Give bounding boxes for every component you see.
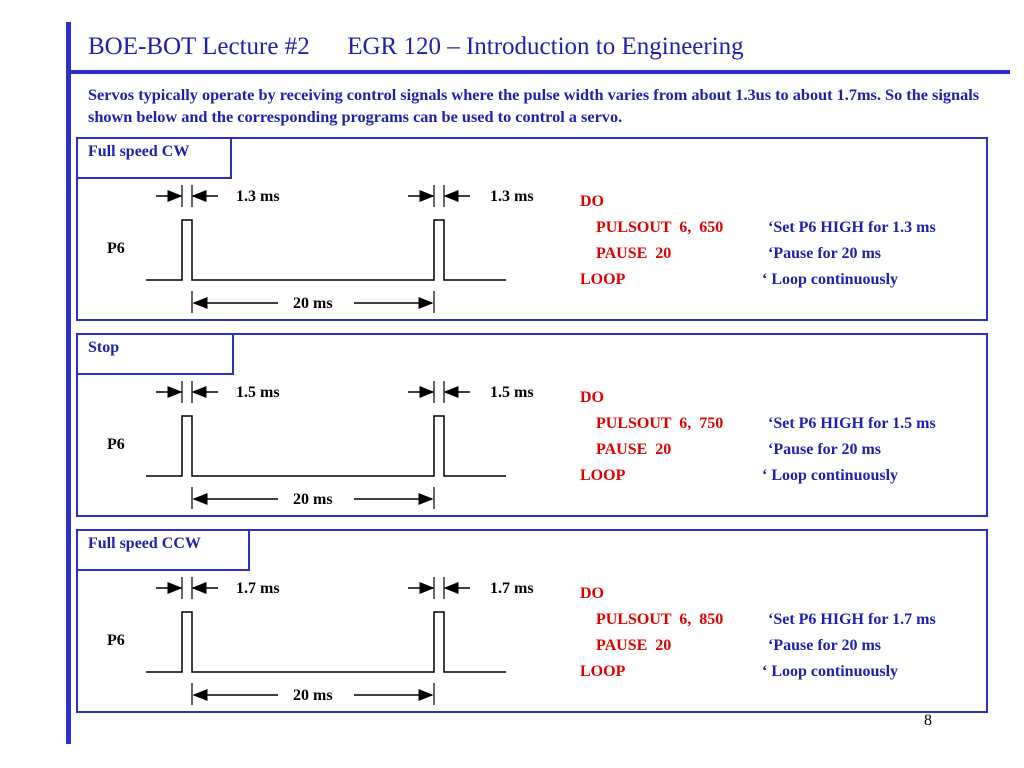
code-comments [762, 215, 936, 293]
code-comments [762, 607, 936, 685]
code-block [580, 189, 723, 293]
code-comment: ‘Set P6 HIGH for 1.7 ms [768, 611, 936, 628]
code-comment: ‘Pause for 20 ms [768, 637, 882, 654]
pulse-timing-diagram [78, 335, 638, 519]
header-underline [66, 70, 1010, 74]
pulse-timing-diagram [78, 531, 638, 715]
pin-label: P6 [107, 240, 125, 257]
code-comment: ‘Set P6 HIGH for 1.5 ms [768, 415, 936, 432]
period-label: 20 ms [293, 491, 333, 508]
code-line: DO [580, 585, 604, 602]
pulse-width-left-label: 1.5 ms [236, 384, 280, 401]
pin-label: P6 [107, 436, 125, 453]
code-line: LOOP [580, 271, 626, 288]
intro-paragraph: Servos typically operate by receiving control signals where the pulse width varies from about 1.3us to about 1.7ms. So the signals shown below and the corresponding programs can be used to control a servo. [88, 85, 980, 126]
panel-full-speed-cw [76, 137, 988, 321]
pulse-width-left-label: 1.7 ms [236, 580, 280, 597]
page-number: 8 [924, 712, 932, 729]
pin-label: P6 [107, 632, 125, 649]
code-line: PAUSE 20 [596, 637, 672, 654]
code-line: PAUSE 20 [596, 245, 672, 262]
code-line: DO [580, 193, 604, 210]
slide-title: BOE-BOT Lecture #2 EGR 120 – Introduction to Engineering [88, 33, 744, 60]
pulse-waveform [146, 416, 506, 476]
code-line: LOOP [580, 663, 626, 680]
code-comments [762, 411, 936, 489]
pulse-width-right-label: 1.5 ms [490, 384, 534, 401]
period-label: 20 ms [293, 687, 333, 704]
code-comment: ‘Set P6 HIGH for 1.3 ms [768, 219, 936, 236]
pulse-width-right-label: 1.7 ms [490, 580, 534, 597]
panel-label: Full speed CW [76, 137, 232, 179]
panel-full-speed-ccw [76, 529, 988, 713]
code-line: LOOP [580, 467, 626, 484]
left-accent-rule [66, 22, 71, 744]
code-comment: ‘ Loop continuously [762, 271, 899, 288]
code-line: DO [580, 389, 604, 406]
panel-label: Full speed CCW [76, 529, 250, 571]
panel-label: Stop [76, 333, 234, 375]
pulse-waveform [146, 220, 506, 280]
code-comment: ‘Pause for 20 ms [768, 245, 882, 262]
pulse-width-right-label: 1.3 ms [490, 188, 534, 205]
pulse-waveform [146, 612, 506, 672]
pulse-timing-diagram [78, 139, 638, 323]
code-line: PAUSE 20 [596, 441, 672, 458]
code-line: PULSOUT 6, 850 [596, 611, 724, 628]
code-line: PULSOUT 6, 750 [596, 415, 724, 432]
pulse-width-left-label: 1.3 ms [236, 188, 280, 205]
code-comment: ‘ Loop continuously [762, 467, 899, 484]
code-block [580, 385, 723, 489]
period-label: 20 ms [293, 295, 333, 312]
code-line: PULSOUT 6, 650 [596, 219, 724, 236]
code-comment: ‘Pause for 20 ms [768, 441, 882, 458]
panel-stop [76, 333, 988, 517]
code-comment: ‘ Loop continuously [762, 663, 899, 680]
code-block [580, 581, 723, 685]
